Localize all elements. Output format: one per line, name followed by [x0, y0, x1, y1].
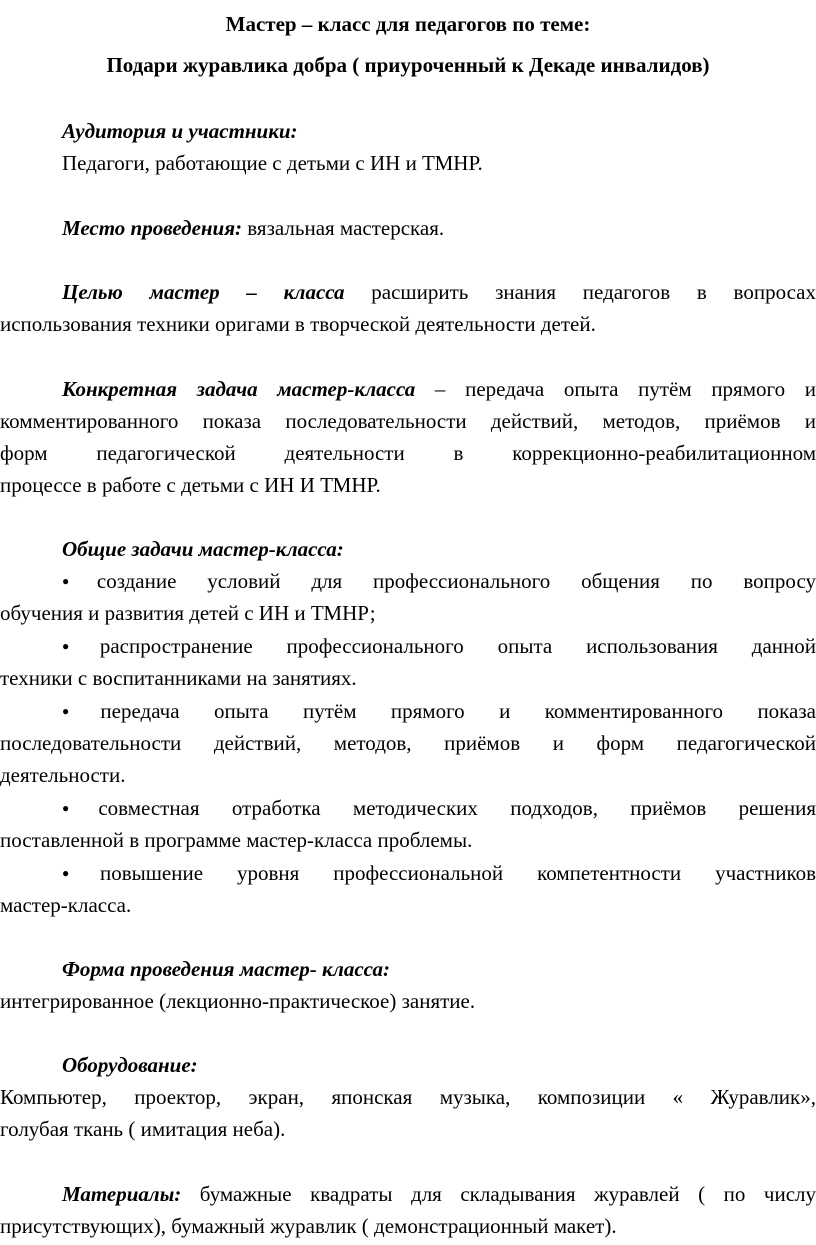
- form-section: [0, 953, 816, 985]
- bullet-item-3-line1: передача опыта путём прямого и комментированного показа: [100, 699, 816, 723]
- bullet-item-3-line2: последовательности действий, методов, приёмов и форм педагогической: [0, 731, 816, 755]
- goal-section: [0, 276, 816, 308]
- bullet-item-2-line1: распространение профессионального опыта использования данной: [99, 634, 816, 658]
- equipment-section: [0, 1049, 816, 1081]
- task-text-line2: комментированного показа последовательности действий, методов, приёмов и: [0, 409, 816, 433]
- bullet-item-4: [0, 792, 816, 824]
- bullet-icon: ●: [62, 704, 99, 718]
- goal-heading: Целью мастер – класса: [62, 280, 345, 304]
- bullet-item-2-line2: техники с воспитанниками на занятиях.: [0, 666, 357, 690]
- bullet-item-4-line1: совместная отработка методических подходов, приёмов решения: [98, 796, 816, 820]
- general-tasks-section: [0, 533, 816, 565]
- materials-section: [0, 1178, 816, 1210]
- general-tasks-heading: Общие задачи мастер-класса:: [62, 537, 344, 561]
- materials-text-line1: бумажные квадраты для складывания журавлей ( по числу: [181, 1182, 816, 1206]
- document-title: Мастер – класс для педагогов по теме:: [225, 12, 591, 36]
- goal-text-line2: использования техники оригами в творческой деятельности детей.: [0, 312, 596, 336]
- bullet-item-2: [0, 630, 816, 662]
- audience-text: Педагоги, работающие с детьми с ИН и ТМНР.: [62, 151, 483, 175]
- audience-section: [0, 115, 816, 147]
- task-section: [0, 373, 816, 405]
- materials-text-line2: присутствующих), бумажный журавлик ( демонстрационный макет).: [0, 1214, 617, 1238]
- bullet-item-5-line1: повышение уровня профессиональной компетентности участников: [99, 861, 816, 885]
- venue-heading: Место проведения:: [62, 216, 243, 240]
- equipment-heading: Оборудование:: [62, 1053, 198, 1077]
- bullet-item-5-line2: мастер-класса.: [0, 893, 132, 917]
- bullet-item-1-line1: создание условий для профессионального общения по вопросу: [96, 569, 816, 593]
- task-heading: Конкретная задача мастер-класса: [62, 377, 416, 401]
- task-text-line4: процессе в работе с детьми с ИН И ТМНР.: [0, 473, 381, 497]
- task-text-line1: – передача опыта путём прямого и: [415, 377, 816, 401]
- bullet-icon: ●: [62, 574, 95, 588]
- bullet-icon: ●: [62, 639, 98, 653]
- equipment-text-line1: Компьютер, проектор, экран, японская музыка, композиции « Журавлик»,: [0, 1085, 816, 1109]
- equipment-text-line2: голубая ткань ( имитация неба).: [0, 1117, 286, 1141]
- bullet-icon: ●: [62, 801, 97, 815]
- document-subtitle: Подари журавлика добра ( приуроченный к Декаде инвалидов): [106, 53, 710, 77]
- bullet-icon: ●: [62, 866, 98, 880]
- bullet-item-1: [0, 565, 816, 597]
- task-text-line3: форм педагогической деятельности в коррекционно-реабилитационном: [0, 441, 816, 465]
- bullet-item-3: [0, 695, 816, 727]
- bullet-item-3-line3: деятельности.: [0, 763, 126, 787]
- form-heading: Форма проведения мастер- класса:: [62, 957, 390, 981]
- bullet-item-1-line2: обучения и развития детей с ИН и ТМНР;: [0, 601, 376, 625]
- audience-heading: Аудитория и участники:: [62, 119, 298, 143]
- venue-text: вязальная мастерская.: [242, 216, 445, 240]
- bullet-item-4-line2: поставленной в программе мастер-класса проблемы.: [0, 828, 473, 852]
- materials-heading: Материалы:: [62, 1182, 182, 1206]
- form-text: интегрированное (лекционно-практическое) занятие.: [0, 989, 476, 1013]
- goal-text-line1: расширить знания педагогов в вопросах: [344, 280, 816, 304]
- venue-section: [0, 212, 816, 244]
- bullet-item-5: [0, 857, 816, 889]
